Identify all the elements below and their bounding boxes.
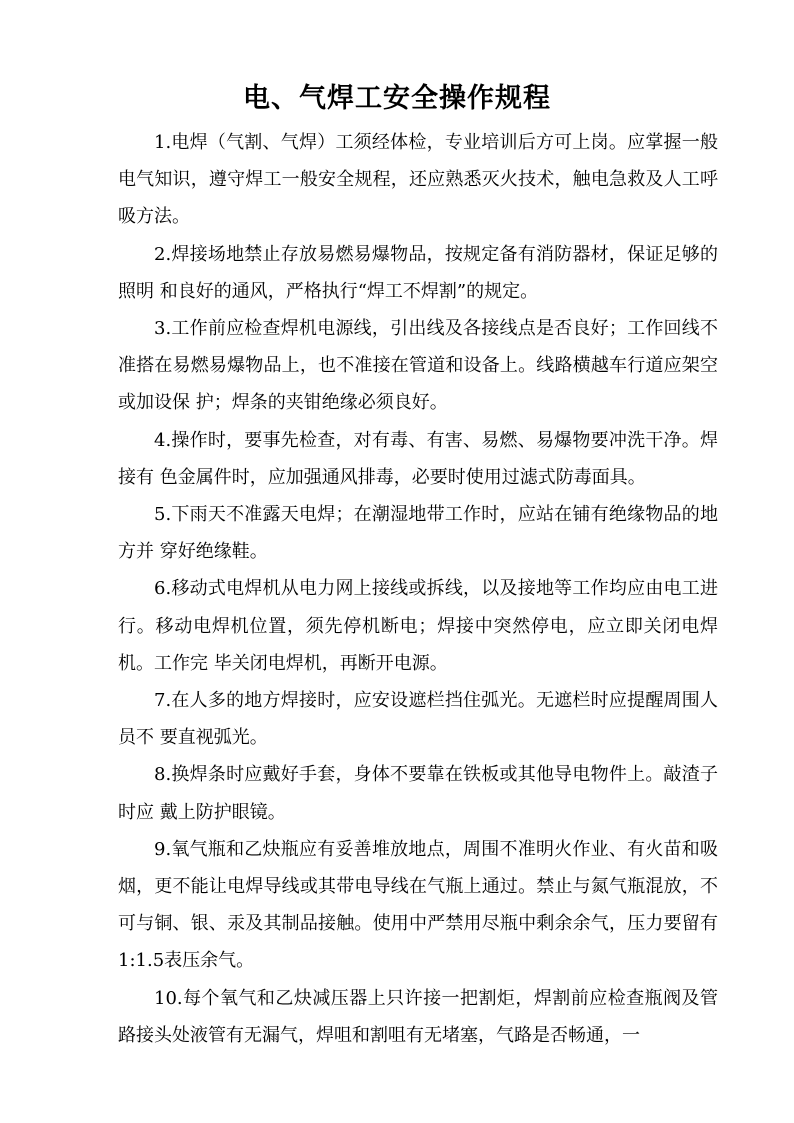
paragraph-3: 3.工作前应检查焊机电源线，引出线及各接线点是否良好；工作回线不准搭在易燃易爆物品上，也不准接在管道和设备上。线路横越车行道应架空或加设保 护；焊条的夹钳绝缘必须良好。 <box>118 318 718 414</box>
paragraph-5: 5.下雨天不准露天电焊；在潮湿地带工作时，应站在铺有绝缘物品的地方并 穿好绝缘鞋。 <box>118 504 718 563</box>
paragraph-9: 9.氧气瓶和乙炔瓶应有妥善堆放地点，周围不准明火作业、有火苗和吸烟，更不能让电焊导线或其带电导线在气瓶上通过。禁止与氮气瓶混放，不可与铜、银、汞及其制品接触。使用中严禁用尽瓶中剩余余气，压力要留有1:1.5表压余气。 <box>118 838 718 972</box>
paragraph-1: 1.电焊（气割、气焊）工须经体检，专业培训后方可上岗。应掌握一般电气知识，遵守焊工一般安全规程，还应熟悉灭火技术，触电急救及人工呼吸方法。 <box>118 132 718 228</box>
document-body <box>118 124 718 1054</box>
paragraph-7: 7.在人多的地方焊接时，应安设遮栏挡住弧光。无遮栏时应提醒周围人员不 要直视弧光。 <box>118 690 718 749</box>
paragraph-2: 2.焊接场地禁止存放易燃易爆物品，按规定备有消防器材，保证足够的照明 和良好的通风，严格执行“焊工不焊割”的规定。 <box>118 243 718 302</box>
page-title: 电、气焊工安全操作规程 <box>243 83 551 114</box>
paragraph-8: 8.换焊条时应戴好手套，身体不要靠在铁板或其他导电物件上。敲渣子时应 戴上防护眼镜。 <box>118 764 718 823</box>
paragraph-10: 10.每个氧气和乙炔减压器上只许接一把割炬，焊割前应检查瓶阀及管路接头处液管有无漏气，焊咀和割咀有无堵塞，气路是否畅通，一 <box>118 987 718 1046</box>
paragraph-4: 4.操作时，要事先检查，对有毒、有害、易燃、易爆物要冲洗干净。焊接有 色金属件时，应加强通风排毒，必要时使用过滤式防毒面具。 <box>118 429 718 488</box>
paragraph-6: 6.移动式电焊机从电力网上接线或拆线，以及接地等工作均应由电工进行。移动电焊机位置，须先停机断电；焊接中突然停电，应立即关闭电焊机。工作完 毕关闭电焊机，再断开电源。 <box>118 578 718 674</box>
